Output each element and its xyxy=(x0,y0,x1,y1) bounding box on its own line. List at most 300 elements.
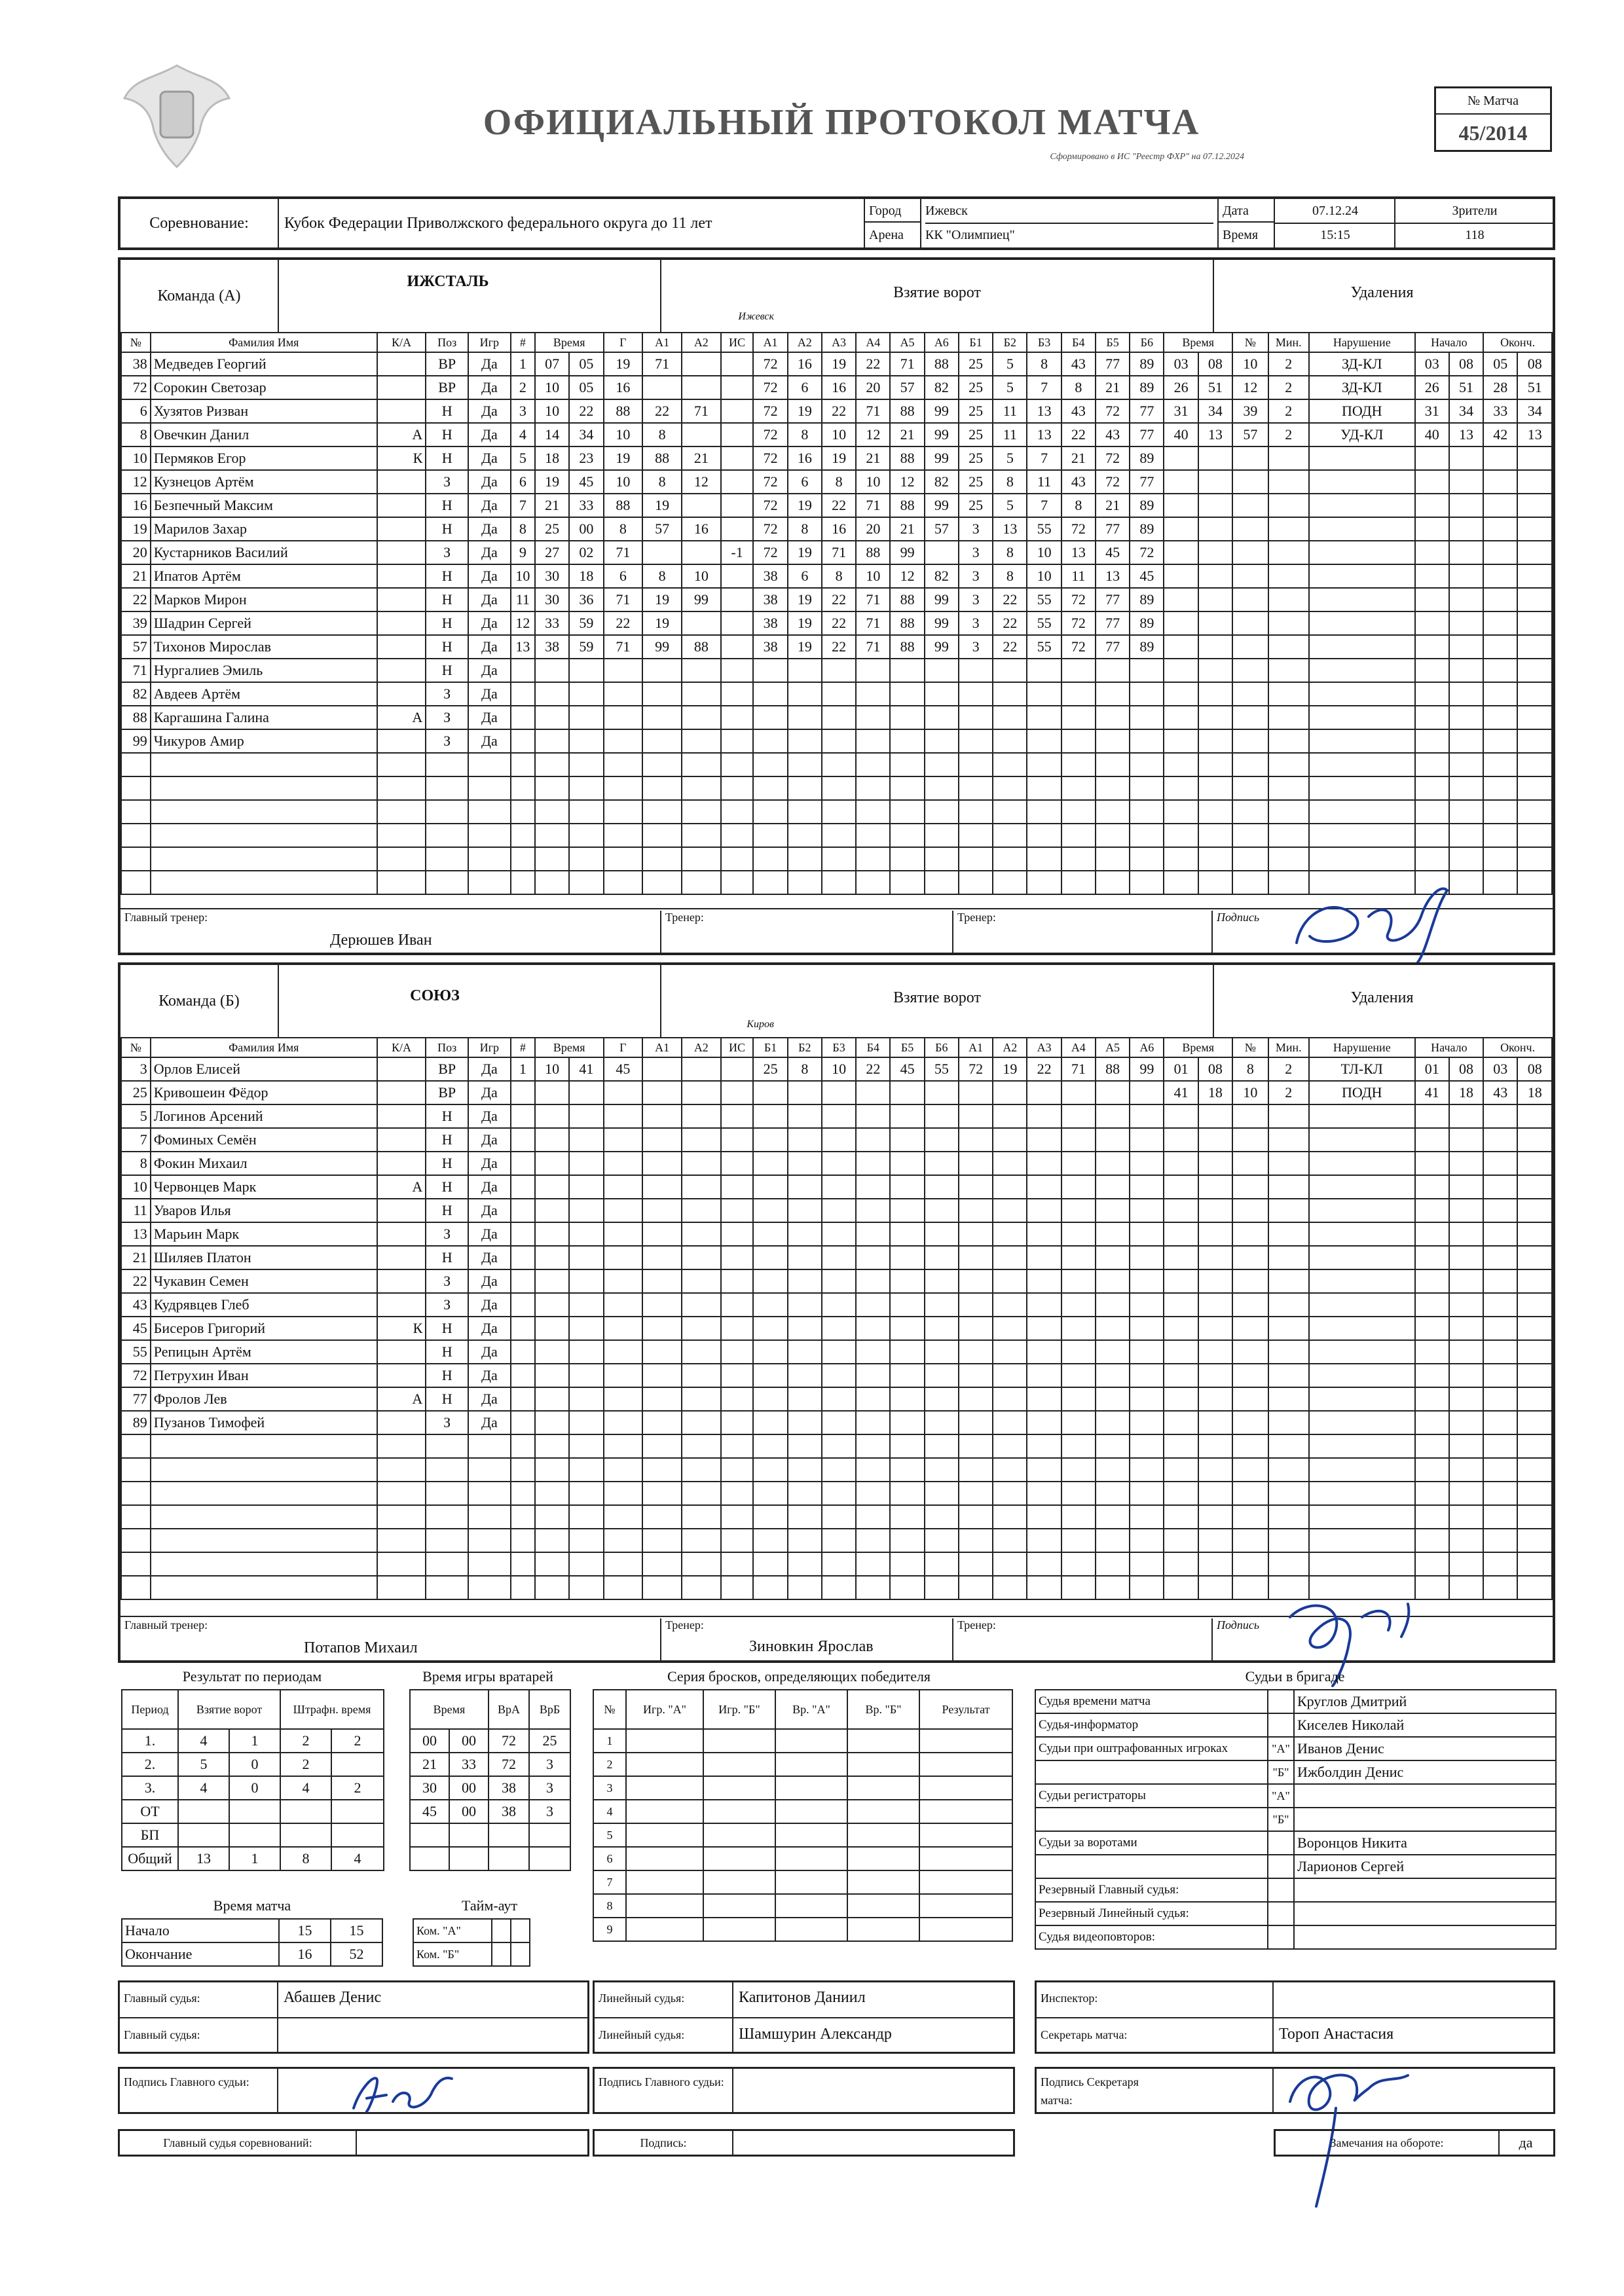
match-time-title: Время матча xyxy=(213,1897,291,1914)
onice-player: 72 xyxy=(1061,517,1096,541)
goal-minute xyxy=(535,706,569,729)
onice-player xyxy=(959,753,993,776)
goalies-title: Время игры вратарей xyxy=(422,1668,553,1685)
goal-assist-2 xyxy=(682,1128,721,1152)
penalty-second: 08 xyxy=(1198,1057,1232,1081)
player-played: Да xyxy=(468,470,511,494)
penalty-minute xyxy=(1164,1104,1198,1128)
goal-situation: -1 xyxy=(721,541,754,564)
penalty-second xyxy=(1198,847,1232,871)
onice-player xyxy=(890,1364,924,1387)
onice-player: 77 xyxy=(1096,352,1130,376)
goal-assist-2 xyxy=(682,1482,721,1505)
team-a-row xyxy=(121,682,1552,706)
team-a-col-pen-time: Время xyxy=(1164,333,1232,352)
penalty-end-s xyxy=(1517,800,1552,824)
penalty-end-m xyxy=(1483,1317,1517,1340)
referee-team xyxy=(1268,1878,1294,1902)
penalty-player xyxy=(1232,1529,1268,1552)
onice-player xyxy=(856,682,890,706)
periods-row xyxy=(122,1729,384,1753)
goal-number xyxy=(511,1364,535,1387)
goal-scorer: 45 xyxy=(604,1057,643,1081)
penalty-end-m xyxy=(1483,611,1517,635)
team-a-col-pen-end: Оконч. xyxy=(1483,333,1552,352)
onice-player xyxy=(822,1104,856,1128)
onice-player: 3 xyxy=(959,588,993,611)
goal-situation xyxy=(721,1246,754,1269)
penalty-minute: 26 xyxy=(1164,376,1198,399)
onice-player xyxy=(959,1269,993,1293)
onice-player xyxy=(993,824,1027,847)
onice-player xyxy=(856,1175,890,1199)
penalty-start-m: 03 xyxy=(1415,352,1449,376)
player-name: Авдеев Артём xyxy=(151,682,377,706)
penalty-start-m xyxy=(1415,1199,1449,1222)
player-name: Пузанов Тимофей xyxy=(151,1411,377,1434)
goal-second xyxy=(569,1128,603,1152)
penalty-second xyxy=(1198,800,1232,824)
goal-assist-1 xyxy=(642,729,682,753)
penalty-end-s xyxy=(1517,1175,1552,1199)
onice-player xyxy=(1130,1482,1164,1505)
penalty-violation xyxy=(1309,1434,1415,1458)
shootout-number: 8 xyxy=(593,1894,626,1918)
penalty-start-m xyxy=(1415,588,1449,611)
onice-player xyxy=(1130,1081,1164,1104)
penalty-end-m xyxy=(1483,1505,1517,1529)
goalie-b: 3 xyxy=(529,1753,570,1776)
goal-second: 33 xyxy=(569,494,603,517)
goal-second xyxy=(569,1411,603,1434)
onice-player: 77 xyxy=(1130,399,1164,423)
penalty-end-s: 34 xyxy=(1517,399,1552,423)
goal-minute xyxy=(535,682,569,706)
goal-assist-2 xyxy=(682,352,721,376)
onice-player xyxy=(753,659,787,682)
penalty-duration xyxy=(1268,470,1309,494)
penalty-minute xyxy=(1164,1293,1198,1317)
goal-second: 18 xyxy=(569,564,603,588)
player-position: Н xyxy=(426,1364,468,1387)
onice-player xyxy=(925,1411,959,1434)
onice-player xyxy=(1027,1222,1061,1246)
onice-player xyxy=(890,753,924,776)
goal-minute: 33 xyxy=(535,611,569,635)
goal-minute xyxy=(535,1269,569,1293)
sig-box-mid xyxy=(593,2067,1015,2114)
onice-player xyxy=(856,729,890,753)
goal-scorer xyxy=(604,1199,643,1222)
goal-minute xyxy=(535,659,569,682)
goal-assist-1: 8 xyxy=(642,564,682,588)
team-b-row xyxy=(121,1458,1552,1482)
onice-player xyxy=(788,1482,822,1505)
onice-player xyxy=(753,1552,787,1576)
penalty-start-s xyxy=(1449,729,1483,753)
goal-assist-2 xyxy=(682,1434,721,1458)
onice-player: 55 xyxy=(925,1057,959,1081)
team-a-col-pos: Поз xyxy=(426,333,468,352)
onice-player xyxy=(890,1552,924,1576)
onice-player xyxy=(1027,1293,1061,1317)
penalty-end-m xyxy=(1483,1529,1517,1552)
goal-number xyxy=(511,1482,535,1505)
onice-player xyxy=(788,1411,822,1434)
onice-player: 20 xyxy=(856,517,890,541)
onice-player xyxy=(1027,1175,1061,1199)
shootout-col-2: Игр. "Б" xyxy=(703,1690,775,1729)
player-number xyxy=(121,871,151,894)
onice-player xyxy=(822,776,856,800)
match-end-label: Окончание xyxy=(122,1942,279,1966)
onice-player xyxy=(1096,847,1130,871)
period-name: БП xyxy=(122,1823,178,1847)
penalty-violation xyxy=(1309,1387,1415,1411)
goal-minute: 10 xyxy=(535,1057,569,1081)
onice-player xyxy=(788,1081,822,1104)
player-played xyxy=(468,800,511,824)
penalty-second xyxy=(1198,1222,1232,1246)
referee-row xyxy=(1035,1737,1556,1760)
onice-player xyxy=(1061,1128,1096,1152)
onice-player xyxy=(856,1317,890,1340)
player-name: Нургалиев Эмиль xyxy=(151,659,377,682)
onice-player xyxy=(925,871,959,894)
goal-number xyxy=(511,1434,535,1458)
penalty-player xyxy=(1232,1246,1268,1269)
penalty-end-s xyxy=(1517,1552,1552,1576)
goal-minute xyxy=(535,1246,569,1269)
team-b-section xyxy=(118,962,1555,1663)
player-position: Н xyxy=(426,611,468,635)
referee-name xyxy=(1294,1784,1556,1808)
onice-player xyxy=(890,1340,924,1364)
goal-assist-1 xyxy=(642,1246,682,1269)
player-role xyxy=(377,800,426,824)
team-a-col-a1: А1 xyxy=(642,333,682,352)
penalty-end-s xyxy=(1517,847,1552,871)
player-name: Шиляев Платон xyxy=(151,1246,377,1269)
goal-scorer xyxy=(604,1387,643,1411)
sig-mid-divider xyxy=(732,2069,733,2112)
referees-title: Судьи в бригаде xyxy=(1245,1668,1345,1685)
penalty-end-m xyxy=(1483,1199,1517,1222)
player-played: Да xyxy=(468,423,511,446)
goal-minute xyxy=(535,1340,569,1364)
onice-player xyxy=(1061,1199,1096,1222)
player-played: Да xyxy=(468,446,511,470)
shootout-cell xyxy=(626,1847,703,1870)
onice-player: 13 xyxy=(1096,564,1130,588)
player-position xyxy=(426,1434,468,1458)
onice-player xyxy=(993,1246,1027,1269)
onice-player xyxy=(856,1458,890,1482)
referees-table xyxy=(1035,1689,1557,1950)
penalty-start-s xyxy=(1449,564,1483,588)
onice-player xyxy=(925,1529,959,1552)
goal-assist-1 xyxy=(642,753,682,776)
onice-player: 38 xyxy=(753,564,787,588)
spectators-label: Зрители xyxy=(1395,199,1554,224)
goal-number xyxy=(511,706,535,729)
player-position: Н xyxy=(426,1152,468,1175)
penalty-second xyxy=(1198,1104,1232,1128)
goal-number: 1 xyxy=(511,352,535,376)
onice-player xyxy=(925,1552,959,1576)
goal-minute xyxy=(535,1364,569,1387)
player-played: Да xyxy=(468,1246,511,1269)
onice-player xyxy=(788,1340,822,1364)
onice-player xyxy=(1130,729,1164,753)
onice-player xyxy=(1061,871,1096,894)
time-value: 15:15 xyxy=(1320,228,1350,242)
team-a-col-pen-start: Начало xyxy=(1415,333,1484,352)
team-b-row xyxy=(121,1317,1552,1340)
shootout-cell xyxy=(775,1729,847,1753)
goalie-change-second: 00 xyxy=(449,1776,489,1800)
penalty-end-m xyxy=(1483,1152,1517,1175)
onice-player: 10 xyxy=(1027,541,1061,564)
referee-team xyxy=(1268,1925,1294,1949)
onice-player: 71 xyxy=(856,494,890,517)
goalie-a: 38 xyxy=(489,1776,529,1800)
goal-situation xyxy=(721,1057,754,1081)
goal-scorer xyxy=(604,1081,643,1104)
goal-number: 5 xyxy=(511,446,535,470)
player-position: Н xyxy=(426,635,468,659)
onice-player xyxy=(1027,1128,1061,1152)
onice-player: 19 xyxy=(788,588,822,611)
onice-player xyxy=(925,1199,959,1222)
onice-player xyxy=(925,1175,959,1199)
penalty-second xyxy=(1198,1269,1232,1293)
onice-player xyxy=(1130,1552,1164,1576)
penalty-minute xyxy=(1164,1458,1198,1482)
penalty-minute xyxy=(1164,1222,1198,1246)
onice-player xyxy=(1130,1529,1164,1552)
player-position: Н xyxy=(426,446,468,470)
officials-box-mid xyxy=(593,1980,1015,2054)
onice-player xyxy=(822,1458,856,1482)
goal-scorer xyxy=(604,1293,643,1317)
goal-second xyxy=(569,1458,603,1482)
onice-player xyxy=(1061,1552,1096,1576)
player-played: Да xyxy=(468,1081,511,1104)
onice-player xyxy=(788,1317,822,1340)
penalty-violation xyxy=(1309,1269,1415,1293)
goal-assist-1 xyxy=(642,1411,682,1434)
goal-minute xyxy=(535,1222,569,1246)
onice-player xyxy=(856,1128,890,1152)
onice-player: 72 xyxy=(753,399,787,423)
goal-number xyxy=(511,824,535,847)
goal-number xyxy=(511,1576,535,1599)
goal-assist-1: 19 xyxy=(642,611,682,635)
penalty-end-s xyxy=(1517,1128,1552,1152)
team-b-col-pen-start: Начало xyxy=(1415,1038,1484,1057)
onice-player: 10 xyxy=(822,1057,856,1081)
onice-player xyxy=(1027,776,1061,800)
onice-player xyxy=(1130,1317,1164,1340)
goalie-a: 38 xyxy=(489,1800,529,1823)
player-role xyxy=(377,1152,426,1175)
sig-main-ref-label-2: Подпись Главного судьи: xyxy=(599,2075,724,2088)
period-pim-a: 8 xyxy=(280,1847,331,1870)
goal-assist-2 xyxy=(682,1081,721,1104)
penalty-end-s xyxy=(1517,517,1552,541)
goal-situation xyxy=(721,729,754,753)
team-b-row xyxy=(121,1128,1552,1152)
team-a-col-g: Г xyxy=(604,333,643,352)
penalty-start-s xyxy=(1449,1364,1483,1387)
penalty-second xyxy=(1198,446,1232,470)
onice-player xyxy=(890,1576,924,1599)
goal-assist-2 xyxy=(682,541,721,564)
player-name: Фролов Лев xyxy=(151,1387,377,1411)
player-name: Безпечный Максим xyxy=(151,494,377,517)
goal-scorer: 8 xyxy=(604,517,643,541)
goal-assist-2 xyxy=(682,611,721,635)
player-name xyxy=(151,871,377,894)
goalie-change-second: 00 xyxy=(449,1800,489,1823)
player-number: 5 xyxy=(121,1104,151,1128)
penalty-end-m xyxy=(1483,1576,1517,1599)
goalie-change-second: 33 xyxy=(449,1753,489,1776)
onice-player: 22 xyxy=(1027,1057,1061,1081)
penalty-minute xyxy=(1164,706,1198,729)
period-goals-a: 4 xyxy=(178,1776,229,1800)
onice-player: 13 xyxy=(1061,541,1096,564)
penalty-player: 57 xyxy=(1232,423,1268,446)
player-role xyxy=(377,611,426,635)
onice-player xyxy=(753,1293,787,1317)
goal-assist-2: 21 xyxy=(682,446,721,470)
team-b-col-onice-9: А4 xyxy=(1061,1038,1096,1057)
penalty-minute xyxy=(1164,1576,1198,1599)
player-name: Шадрин Сергей xyxy=(151,611,377,635)
onice-player xyxy=(890,1199,924,1222)
team-b-col-onice-5: Б6 xyxy=(925,1038,959,1057)
coach2-a-label: Тренер: xyxy=(952,911,1213,954)
goal-situation xyxy=(721,776,754,800)
penalty-violation xyxy=(1309,635,1415,659)
referee-row xyxy=(1035,1878,1556,1902)
goals-title-b: Взятие ворот xyxy=(660,965,1214,1037)
team-b-col-pen-min: Мин. xyxy=(1268,1038,1309,1057)
goal-situation xyxy=(721,1387,754,1411)
onice-player: 20 xyxy=(856,376,890,399)
goal-situation xyxy=(721,1152,754,1175)
goal-scorer xyxy=(604,1434,643,1458)
penalty-minute: 03 xyxy=(1164,352,1198,376)
shootout-cell xyxy=(847,1870,919,1894)
info-row xyxy=(118,196,1555,250)
penalty-player: 8 xyxy=(1232,1057,1268,1081)
goal-scorer xyxy=(604,1364,643,1387)
penalty-duration xyxy=(1268,1128,1309,1152)
player-played: Да xyxy=(468,541,511,564)
main-ref-label-1: Главный судья: xyxy=(124,1992,200,2005)
penalty-start-s xyxy=(1449,1387,1483,1411)
penalty-end-m xyxy=(1483,682,1517,706)
onice-player xyxy=(925,682,959,706)
penalty-end-s: 51 xyxy=(1517,376,1552,399)
penalty-end-s xyxy=(1517,1317,1552,1340)
team-b-col-pen-end: Оконч. xyxy=(1483,1038,1552,1057)
team-b-label: Команда (Б) xyxy=(120,965,279,1037)
penalty-duration xyxy=(1268,1293,1309,1317)
penalty-violation xyxy=(1309,1293,1415,1317)
onice-player: 10 xyxy=(1027,564,1061,588)
team-a-col-onice-10: Б5 xyxy=(1096,333,1130,352)
penalty-player xyxy=(1232,470,1268,494)
goal-scorer: 88 xyxy=(604,399,643,423)
goal-second xyxy=(569,1529,603,1552)
onice-player: 71 xyxy=(856,588,890,611)
team-a-col-hash: # xyxy=(511,333,535,352)
penalty-violation xyxy=(1309,517,1415,541)
goal-assist-1 xyxy=(642,541,682,564)
onice-player: 19 xyxy=(788,635,822,659)
onice-player xyxy=(1096,1269,1130,1293)
penalty-start-s xyxy=(1449,1458,1483,1482)
onice-player: 55 xyxy=(1027,611,1061,635)
onice-player xyxy=(788,1293,822,1317)
onice-player xyxy=(1130,1364,1164,1387)
onice-player: 72 xyxy=(753,541,787,564)
onice-player: 5 xyxy=(993,494,1027,517)
onice-player: 57 xyxy=(925,517,959,541)
goal-assist-1 xyxy=(642,847,682,871)
team-a-col-onice-4: А5 xyxy=(890,333,924,352)
player-position: Н xyxy=(426,588,468,611)
player-name: Ипатов Артём xyxy=(151,564,377,588)
onice-player xyxy=(993,1269,1027,1293)
player-role xyxy=(377,352,426,376)
onice-player: 99 xyxy=(925,611,959,635)
onice-player: 45 xyxy=(1130,564,1164,588)
penalty-start-m xyxy=(1415,494,1449,517)
goal-minute xyxy=(535,1411,569,1434)
arena-label: Арена xyxy=(865,223,921,247)
sign-box xyxy=(593,2129,1015,2157)
penalty-violation xyxy=(1309,1458,1415,1482)
team-b-row xyxy=(121,1175,1552,1199)
onice-player xyxy=(959,1175,993,1199)
player-number: 39 xyxy=(121,611,151,635)
onice-player: 21 xyxy=(890,423,924,446)
onice-player xyxy=(1027,1529,1061,1552)
onice-player xyxy=(753,1199,787,1222)
goalie-change-second xyxy=(449,1823,489,1847)
onice-player xyxy=(753,1246,787,1269)
player-role xyxy=(377,1505,426,1529)
player-played: Да xyxy=(468,399,511,423)
player-number xyxy=(121,753,151,776)
onice-player xyxy=(1096,1364,1130,1387)
penalty-second xyxy=(1198,1387,1232,1411)
goal-assist-1 xyxy=(642,1317,682,1340)
onice-player xyxy=(959,1411,993,1434)
goal-second: 36 xyxy=(569,588,603,611)
penalty-player xyxy=(1232,706,1268,729)
player-role xyxy=(377,1222,426,1246)
onice-player: 99 xyxy=(890,541,924,564)
player-position xyxy=(426,1552,468,1576)
onice-player xyxy=(1061,1317,1096,1340)
onice-player xyxy=(788,1269,822,1293)
